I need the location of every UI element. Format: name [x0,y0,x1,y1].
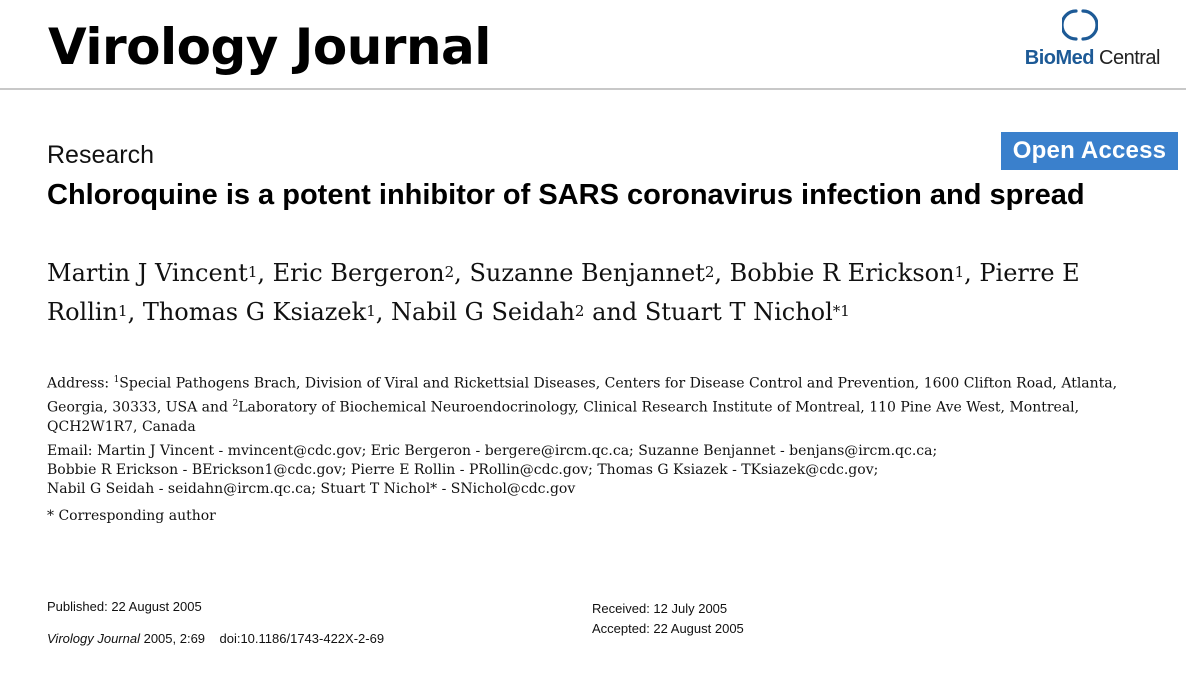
header-divider [0,88,1186,90]
author[interactable]: Thomas G Ksiazek$^1$ [142,298,376,326]
published-date: Published: 22 August 2005 [47,599,202,614]
email-line[interactable]: Bobbie R Erickson - BErickson1@cdc.gov; Pierre E Rollin - PRollin@cdc.gov; Thomas G Ksiazek - TKsiazek@cdc.gov; [47,462,879,478]
biomed-logo-icon [1062,8,1098,42]
article-title: Chloroquine is a potent inhibitor of SARS coronavirus infection and spread [47,179,1085,211]
citation[interactable]: Virology Journal 2005, 2:69 doi:10.1186/1743-422X-2-69 [47,631,385,646]
email-line[interactable]: Nabil G Seidah - seidahn@ircm.qc.ca; Stuart T Nichol* - SNichol@cdc.gov [47,481,576,497]
article-type: Research [47,141,154,169]
publisher-name: BioMed Central [1024,47,1160,69]
author[interactable]: Nabil G Seidah$^2$ [391,298,585,326]
received-accepted-dates [592,599,744,639]
open-access-badge: Open Access [1001,132,1178,170]
affiliation-address: Address: $^1$Special Pathogens Brach, Division of Viral and Rickettsial Diseases, Centers for Disease Control and Prevention, 1600 Clifton Road, Atlanta, Georgia, 30333, USA and $^2$Laboratory of Biochemical Neuroendocrinology, Clinical Research Institute of Montreal, 110 Pine Ave West, Montreal, QCH2W1R7, Canada [47,375,1118,436]
author[interactable]: Bobbie R Erickson$^1$ [729,259,965,287]
author-emails[interactable] [47,442,1137,499]
author[interactable]: Suzanne Benjannet$^2$ [469,259,715,287]
author[interactable]: Pierre E Rollin$^1$ [47,259,1080,326]
author-list: Martin J Vincent$^1$, Eric Bergeron$^2$, Suzanne Benjannet$^2$, Bobbie R Erickson$^1$, Pierre E Rollin$^1$, Thomas G Ksiazek$^1$, Nabil G Seidah$^2$ and Stuart T Nichol$^{*1}$ [47,259,1080,326]
author[interactable]: Martin J Vincent$^1$ [47,259,258,287]
publisher-logo[interactable] [1010,8,1160,70]
received-date: Received: 12 July 2005 [592,601,728,616]
email-line[interactable]: Email: Martin J Vincent - mvincent@cdc.gov; Eric Bergeron - bergere@ircm.qc.ca; Suzanne Benjannet - benjans@ircm.qc.ca; [47,443,938,459]
author[interactable]: Eric Bergeron$^2$ [272,259,455,287]
corresponding-author-note: * Corresponding author [47,508,216,524]
author[interactable]: Stuart T Nichol$^{*1}$ [644,298,850,326]
journal-title: Virology Journal [48,18,491,76]
accepted-date: Accepted: 22 August 2005 [592,621,744,636]
